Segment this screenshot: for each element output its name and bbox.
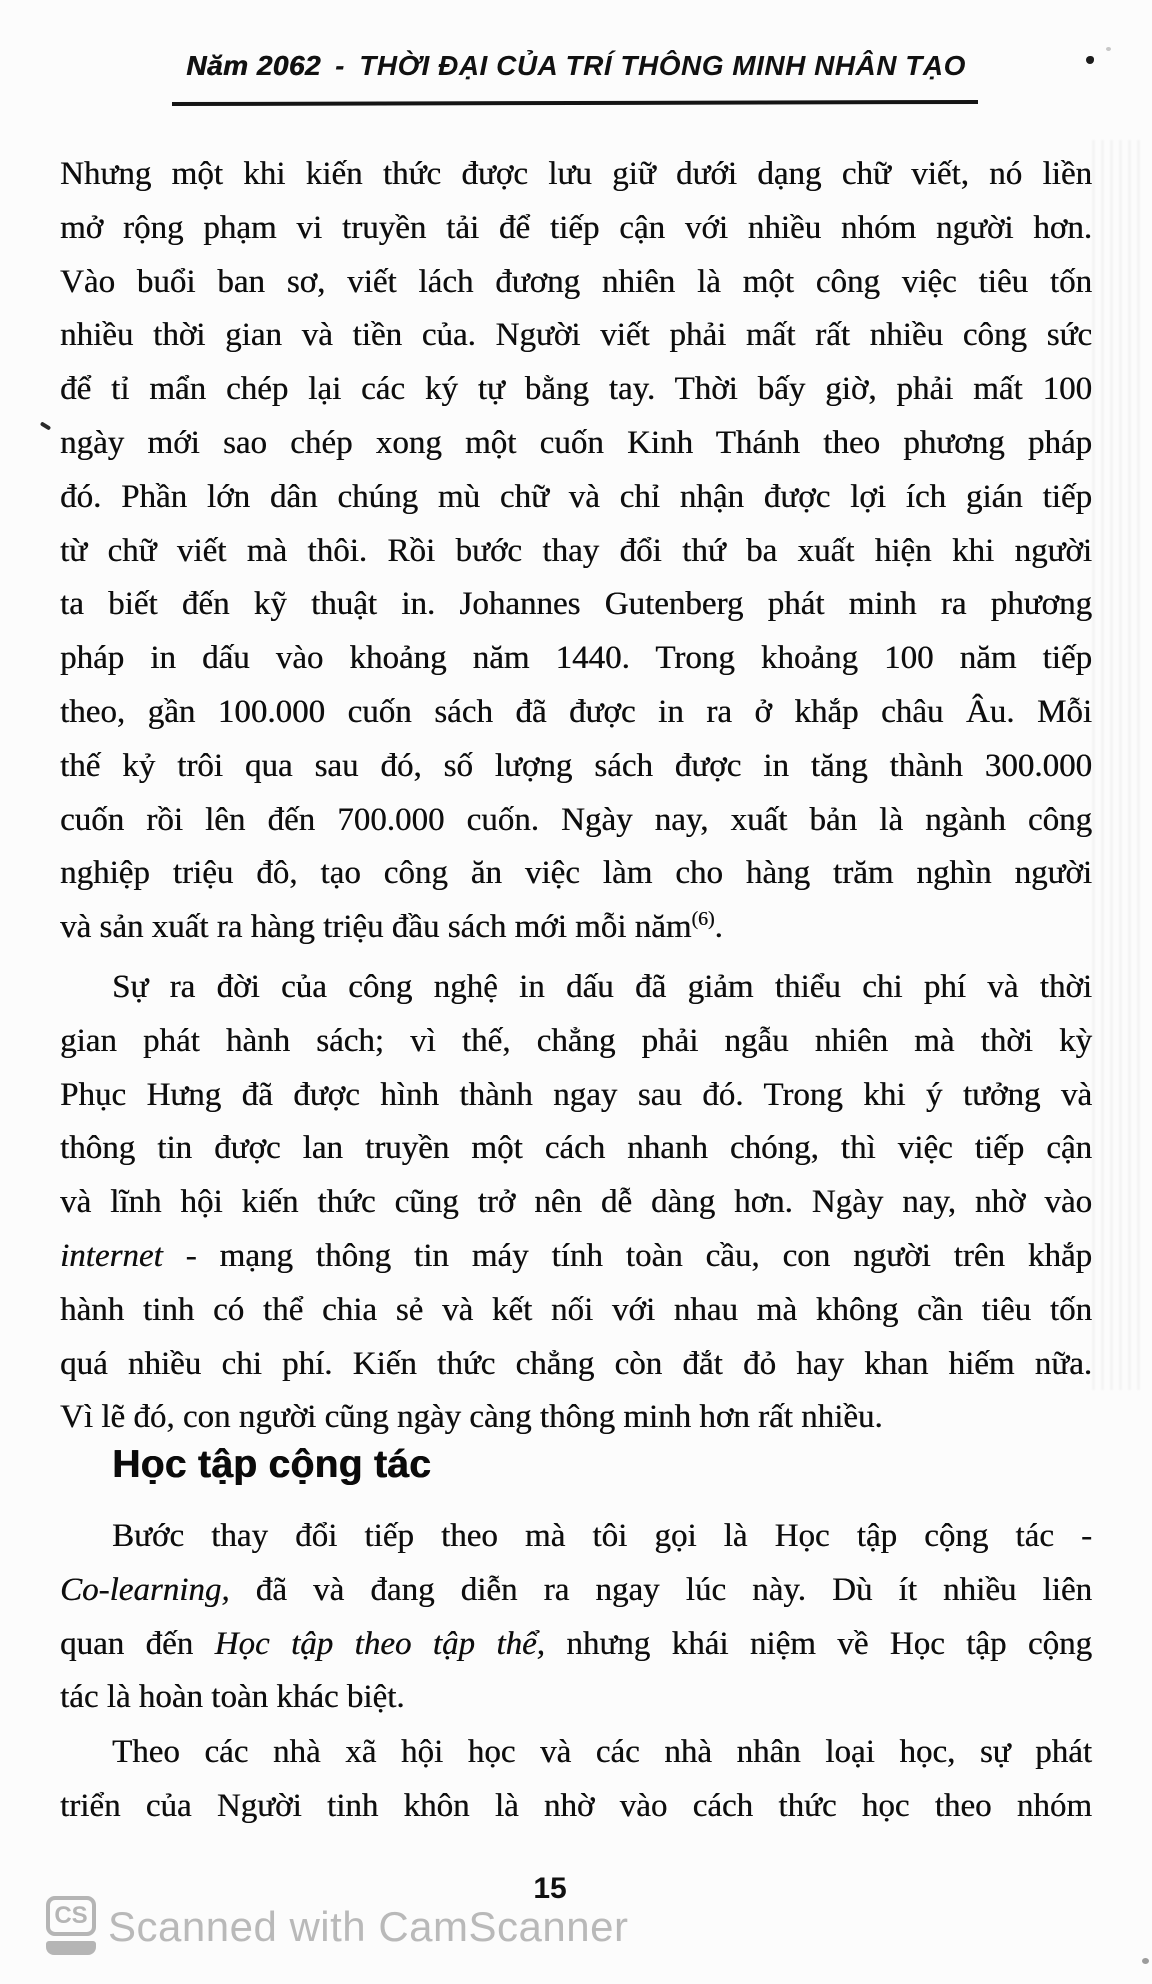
chapter-title: THỜI ĐẠI CỦA TRÍ THÔNG MINH NHÂN TẠO [359,50,966,81]
scan-speck [1086,56,1094,64]
scan-streak-artifact [1092,140,1144,1390]
text-segment: . [714,909,723,946]
text-line: thế kỷ trôi qua sau đó, số lượng sách được in tăng thành 300.000 [60,747,1092,784]
text-line [60,1564,1092,1618]
text-line: quá nhiều chi phí. Kiến thức chẳng còn đắt đỏ hay khan hiếm nữa. [60,1345,1092,1382]
text-line: Bước thay đổi tiếp theo mà tôi gọi là Học tập cộng tác - [112,1518,1092,1554]
text-line: ta biết đến kỹ thuật in. Johannes Gutenberg phát minh ra phương [60,586,1092,623]
text-line: Theo các nhà xã hội học và các nhà nhân loại học, sự phát [112,1734,1092,1770]
text-line: theo, gần 100.000 cuốn sách đã được in ra ở khắp châu Âu. Mỗi [60,693,1092,730]
book-title: Năm 2062 [186,50,321,81]
text-line: ngày mới sao chép xong một cuốn Kinh Thánh theo phương pháp [60,424,1092,461]
footnote-marker: (6) [691,908,715,931]
text-line: mở rộng phạm vi truyền tải để tiếp cận với nhiều nhóm người hơn. [60,209,1092,246]
text-line: và lĩnh hội kiến thức cũng trở nên dễ dàng hơn. Ngày nay, nhờ vào [60,1184,1092,1221]
text-line: cuốn rồi lên đến 700.000 cuốn. Ngày nay, xuất bản là ngành công [60,801,1092,838]
camscanner-watermark-text: Scanned with CamScanner [108,1903,629,1950]
text-segment: - mạng thông tin máy tính toàn cầu, con người trên khắp [162,1237,1092,1274]
paragraph-3 [60,1510,1092,1725]
text-segment: nhưng khái niệm về Học tập cộng [544,1625,1093,1662]
text-line: Sự ra đời của công nghệ in dấu đã giảm thiểu chi phí và thời [112,969,1092,1005]
text-segment: đã và đang diễn ra ngay lúc này. Dù ít nhiều liên [229,1571,1092,1608]
camscanner-logo-monogram: CS [46,1896,96,1936]
text-line [60,901,1092,955]
paragraph-4 [60,1726,1092,1834]
header-underline [172,100,978,106]
text-line: thông tin được lan truyền một cách nhanh chóng, thì việc tiếp cận [60,1130,1092,1167]
text-line: Vào buổi ban sơ, viết lách đương nhiên là một công việc tiêu tốn [60,263,1092,300]
section-heading: Học tập cộng tác [112,1443,432,1486]
page-header [0,50,1152,82]
scan-speck [1142,1958,1149,1964]
camscanner-logo-bar [46,1941,96,1955]
text-line: Nhưng một khi kiến thức được lưu giữ dưới dạng chữ viết, nó liền [60,156,1092,192]
text-line: pháp in dấu vào khoảng năm 1440. Trong khoảng 100 năm tiếp [60,640,1092,677]
italic-text-segment: Học tập theo tập thể, [214,1625,545,1662]
text-line: đó. Phần lớn dân chúng mù chữ và chỉ nhận được lợi ích gián tiếp [60,478,1092,515]
paragraph-2 [60,961,1092,1445]
text-line [60,1230,1092,1284]
text-line: triển của Người tinh khôn là nhờ vào cách thức học theo nhóm [60,1787,1092,1824]
scan-speck [1106,47,1111,51]
scan-speck [40,421,51,430]
text-line: nghiệp triệu đô, tạo công ăn việc làm cho hàng trăm nghìn người [60,855,1092,892]
text-line: Phục Hưng đã được hình thành ngay sau đó. Trong khi ý tưởng và [60,1076,1092,1113]
text-line: để tỉ mẩn chép lại các ký tự bằng tay. Thời bấy giờ, phải mất 100 [60,371,1092,408]
italic-text-segment: Co-learning, [60,1571,230,1608]
text-segment: và sản xuất ra hàng triệu đầu sách mới mỗi năm [60,909,692,946]
text-line: gian phát hành sách; vì thế, chẳng phải ngẫu nhiên mà thời kỳ [60,1022,1092,1059]
text-segment: quan đến [60,1625,215,1662]
text-line: Vì lẽ đó, con người cũng ngày càng thông minh hơn rất nhiều. [60,1399,883,1436]
text-line: hành tinh có thể chia sẻ và kết nối với nhau mà không cần tiêu tốn [60,1291,1092,1328]
header-separator: - [335,50,345,81]
page-number: 15 [533,1872,567,1905]
camscanner-logo [46,1896,96,1955]
text-line: từ chữ viết mà thôi. Rồi bước thay đổi thứ ba xuất hiện khi người [60,532,1092,569]
text-line [60,1618,1092,1672]
text-line: tác là hoàn toàn khác biệt. [60,1679,405,1716]
italic-text-segment: internet [60,1237,163,1274]
paragraph-1 [60,148,1092,955]
text-line: nhiều thời gian và tiền của. Người viết phải mất rất nhiều công sức [60,317,1092,354]
